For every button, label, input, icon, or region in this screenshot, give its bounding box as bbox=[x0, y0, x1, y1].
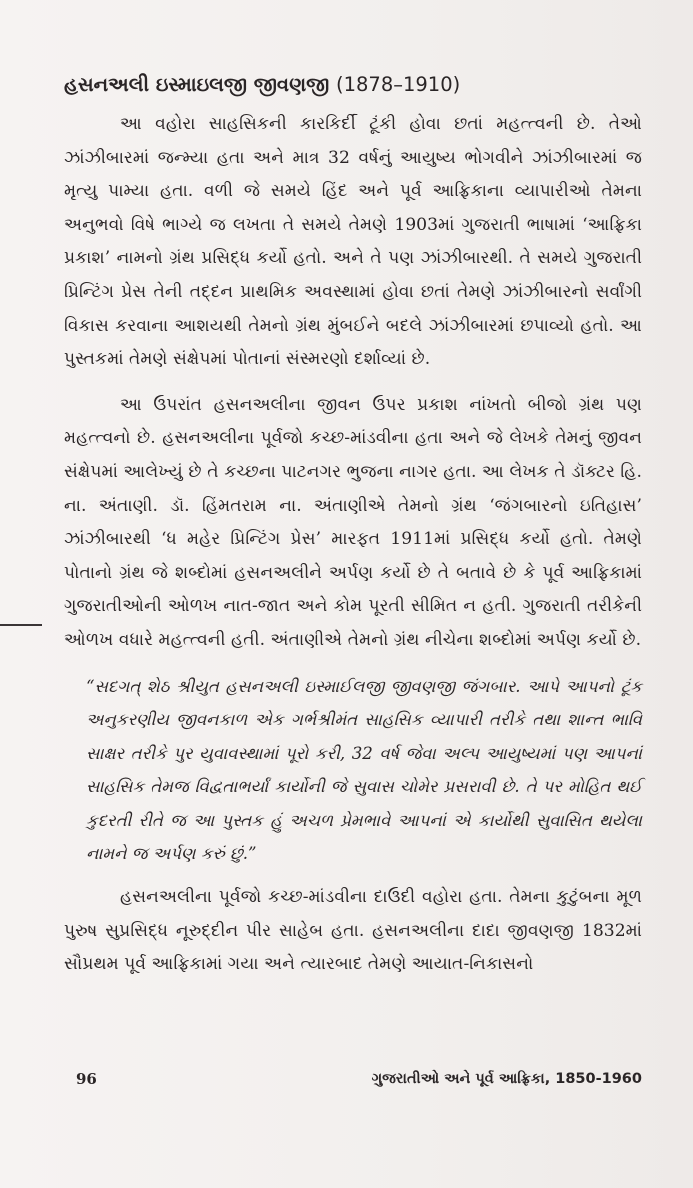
heading-name: હસનઅલી ઇસ્માઇલજી જીવણજી bbox=[64, 73, 330, 96]
paragraph-2: આ ઉપરાંત હસનઅલીના જીવન ઉપર પ્રકાશ નાંખતો બીજો ગ્રંથ પણ મહત્ત્વનો છે. હસનઅલીના પૂર્વજો કચ્છ-માંડવીના હતા અને જે લેખકે તેમનું જીવન સંક્ષેપમાં આલેખ્યું છે તે કચ્છના પાટનગર ભુજના નાગર હતા. આ લેખક તે ડૉક્ટર હિ. ના. અંતાણી. ડૉ. હિંમતરામ ના. અંતાણીએ તેમનો ગ્રંથ ‘જંગબારનો ઇતિહાસ’ ઝાંઝીબારથી ‘ધ મહેર પ્રિન્ટિંગ પ્રેસ’ મારફત 1911માં પ્રસિદ્ધ કર્યો હતો. તેમણે પોતાનો ગ્રંથ જે શબ્દોમાં હસનઅલીને અર્પણ કર્યો છે તે બતાવે છે કે પૂર્વ આફ્રિકામાં ગુજરાતીઓની ઓળખ નાત-જાત અને કોમ પૂરતી સીમિત ન હતી. ગુજરાતી તરીકેની ઓળખ વધારે મહત્ત્વની હતી. અંતાણીએ તેમનો ગ્રંથ નીચેના શબ્દોમાં અર્પણ કર્યો છે. bbox=[64, 394, 642, 650]
page-content bbox=[64, 70, 642, 994]
heading-years: (1878–1910) bbox=[336, 73, 461, 96]
paragraph-3: હસનઅલીના પૂર્વજો કચ્છ-માંડવીના દાઉદી વહોરા હતા. તેમના કુટુંબના મૂળ પુરુષ સુપ્રસિદ્ધ નૂરુદ્દીન પીર સાહેબ હતા. હસનઅલીના દાદા જીવણજી 1832માં સૌપ્રથમ પૂર્વ આફ્રિકામાં ગયા અને ત્યારબાદ તેમણે આયાત-નિકાસનો bbox=[64, 887, 642, 975]
page-number: 96 bbox=[76, 1070, 97, 1088]
running-title: ગુજરાતીઓ અને પૂર્વ આફ્રિકા, 1850-1960 bbox=[371, 1071, 642, 1087]
section-heading bbox=[64, 70, 642, 100]
margin-pencil-mark bbox=[0, 624, 42, 626]
paragraph-1: આ વહોરા સાહસિકની કારકિર્દી ટૂંકી હોવા છતાં મહત્ત્વની છે. તેઓ ઝાંઝીબારમાં જન્મ્યા હતા અને માત્ર 32 વર્ષનું આયુષ્ય ભોગવીને ઝાંઝીબારમાં જ મૃત્યુ પામ્યા હતા. વળી જે સમયે હિંદ અને પૂર્વ આફ્રિકાના વ્યાપારીઓ તેમના અનુભવો વિષે ભાગ્યે જ લખતા તે સમયે તેમણે 1903માં ગુજરાતી ભાષામાં ‘આફ્રિકા પ્રકાશ’ નામનો ગ્રંથ પ્રસિદ્ધ કર્યો હતો. અને તે પણ ઝાંઝીબારથી. તે સમયે ગુજરાતી પ્રિન્ટિંગ પ્રેસ તેની તદ્દન પ્રાથમિક અવસ્થામાં હોવા છતાં તેમણે ઝાંઝીબારનો સર્વાંગી વિકાસ કરવાના આશયથી તેમનો ગ્રંથ મુંબઈને બદલે ઝાંઝીબારમાં છપાવ્યો હતો. આ પુસ્તકમાં તેમણે સંક્ષેપમાં પોતાનાં સંસ્મરણો દર્શાવ્યાં છે. bbox=[64, 114, 642, 370]
dedication-quote: “સદગત્ શેઠ શ્રીયુત હસનઅલી ઇસ્માઈલજી જીવણજી જંગબાર. આપે આપનો ટૂંક અનુકરણીય જીવનકાળ એક ગર્ભશ્રીમંત સાહસિક વ્યાપારી તરીકે તથા શાન્ત ભાવિ સાક્ષર તરીકે પુર યુવાવસ્થામાં પૂરો કરી, 32 વર્ષ જેવા અલ્પ આયુષ્યમાં પણ આપનાં સાહસિક તેમજ વિદ્વતાભર્યાં કાર્યોની જે સુવાસ ચોમેર પ્રસરાવી છે. તે પર મોહિત થઈ કુદરતી રીતે જ આ પુસ્તક હું અચળ પ્રેમભાવે આપનાં એ કાર્યોથી સુવાસિત થયેલા નામને જ અર્પણ કરું છું.” bbox=[86, 676, 642, 864]
